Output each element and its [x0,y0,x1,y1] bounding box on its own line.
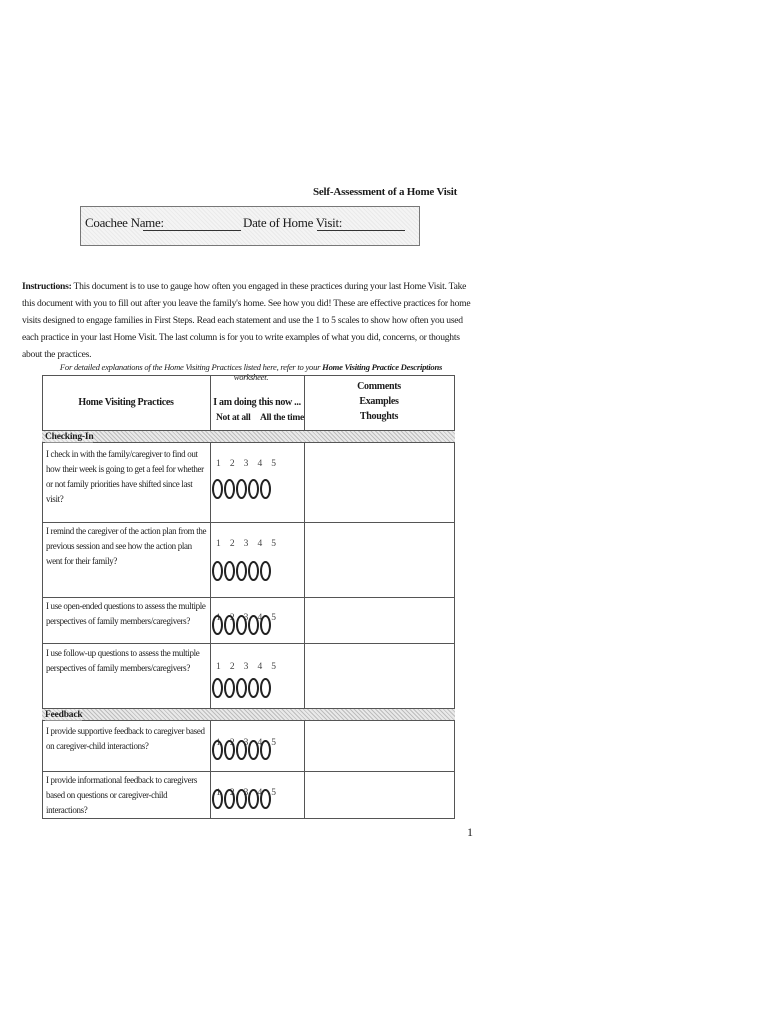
scale-number: 2 [229,613,235,623]
rating-bubble-1[interactable] [212,740,223,760]
scale-number: 1 [216,788,221,798]
rating-bubble-4[interactable] [248,678,259,698]
scale-number: 5 [271,613,276,623]
scale-number: 4 [257,738,263,748]
rating-bubble-2[interactable] [224,678,235,698]
examples-label: Examples [359,396,399,407]
rating-bubble-1[interactable] [212,678,223,698]
rating-scale [212,539,284,581]
practice-text: I use open-ended questions to assess the multiple perspectives of family members/caregivers? [46,601,206,626]
rating-bubble-2[interactable] [224,740,235,760]
rating-bubble-3[interactable] [236,740,247,760]
section-label: Checking-In [45,432,94,442]
section-feedback [42,708,455,721]
scale-number: 4 [257,459,263,469]
rating-bubble-3[interactable] [236,678,247,698]
scale-number: 5 [271,738,276,748]
rating-bubble-3[interactable] [236,789,247,809]
rating-bubble-2[interactable] [224,615,235,635]
rating-bubble-5[interactable] [260,479,271,499]
worksheet-name: Home Visiting Practice Descriptions [322,362,443,372]
practice-text: I provide supportive feedback to caregiver based on caregiver-child interactions? [46,726,205,751]
page-title: Self-Assessment of a Home Visit [312,186,458,198]
rating-scale [212,662,284,698]
rating-scale [212,459,284,499]
rating-bubble-4[interactable] [248,740,259,760]
scale-number: 2 [229,738,235,748]
scale-number: 2 [229,539,235,549]
rating-bubble-2[interactable] [224,561,235,581]
date-of-visit-label: Date of Home Visit: [243,215,343,230]
rating-bubble-5[interactable] [260,678,271,698]
rating-bubble-3[interactable] [236,561,247,581]
col-header-practices: Home Visiting Practices [78,397,174,408]
date-of-visit-field[interactable] [317,230,405,231]
rating-bubble-2[interactable] [224,789,235,809]
scale-number: 4 [257,788,263,798]
practice-text: I use follow-up questions to assess the multiple perspectives of family members/caregivers? [46,648,200,673]
scale-number: 3 [243,788,249,798]
instructions [22,278,477,363]
rating-bubble-1[interactable] [212,615,223,635]
scale-number: 5 [271,788,276,798]
col-header-frequency: I am doing this now ... [213,397,301,408]
rating-bubble-4[interactable] [248,615,259,635]
rating-bubble-4[interactable] [248,479,259,499]
rating-scale [212,788,284,809]
scale-high-label: All the time [260,413,304,423]
scale-number: 3 [243,662,249,672]
scale-number: 5 [271,459,276,469]
scale-number: 3 [243,613,249,623]
coachee-name-label: Coachee Name: [85,215,164,230]
rating-bubble-1[interactable] [212,479,223,499]
rating-scale [212,613,284,635]
thoughts-label: Thoughts [359,411,399,422]
scale-number: 1 [216,662,221,672]
rating-bubble-4[interactable] [248,789,259,809]
practice-text: I remind the caregiver of the action plan from the previous session and see how the action plan went for their family? [46,526,207,566]
coachee-name-field[interactable] [143,230,241,231]
scale-number: 5 [271,662,276,672]
scale-number: 2 [229,459,235,469]
rating-bubble-5[interactable] [260,740,271,760]
scale-number: 2 [229,788,235,798]
rating-bubble-5[interactable] [260,561,271,581]
page-number: 1 [467,825,473,839]
scale-number: 4 [257,662,263,672]
explanation-suffix: worksheet. [233,372,269,382]
instructions-lead: Instructions: [22,281,72,292]
section-label: Feedback [45,710,83,720]
rating-bubble-3[interactable] [236,479,247,499]
scale-number: 1 [216,459,221,469]
rating-bubble-4[interactable] [248,561,259,581]
coachee-info-box [80,206,420,246]
scale-number: 4 [257,539,263,549]
rating-bubble-5[interactable] [260,615,271,635]
rating-bubble-1[interactable] [212,789,223,809]
practices-table [42,375,455,819]
section-checking-in [42,430,455,443]
rating-bubble-2[interactable] [224,479,235,499]
scale-number: 4 [257,613,263,623]
scale-number: 1 [216,613,221,623]
rating-bubble-1[interactable] [212,561,223,581]
scale-number: 1 [216,738,221,748]
scale-number: 1 [216,539,221,549]
instructions-text: This document is to use to gauge how often you engaged in these practices during your last Home Visit. Take this document with you to fill out after you leave the family's home. See how you did! These are effective practices for home visits designed to engage families in First Steps. Read each statement and use the 1 to 5 scales to show how often you used each practice in your last Home Visit. The last column is for you to write examples of what you did, concerns, or thoughts about the practices. [22,281,471,360]
comments-label: Comments [357,381,401,392]
practice-text: I provide informational feedback to caregivers based on questions or caregiver-child interactions? [46,775,198,815]
rating-bubble-3[interactable] [236,615,247,635]
scale-number: 3 [243,539,249,549]
col-header-comments [304,379,454,424]
practice-text: I check in with the family/caregiver to find out how their week is going to get a feel for whether or not family priorities have shifted since last visit? [46,449,204,504]
scale-number: 3 [243,738,249,748]
scale-number: 3 [243,459,249,469]
scale-low-label: Not at all [216,413,251,423]
rating-bubble-5[interactable] [260,789,271,809]
scale-number: 2 [229,662,235,672]
explanation-prefix: For detailed explanations of the Home Visiting Practices listed here, refer to your [59,362,321,372]
scale-number: 5 [271,539,276,549]
rating-scale [212,738,284,760]
